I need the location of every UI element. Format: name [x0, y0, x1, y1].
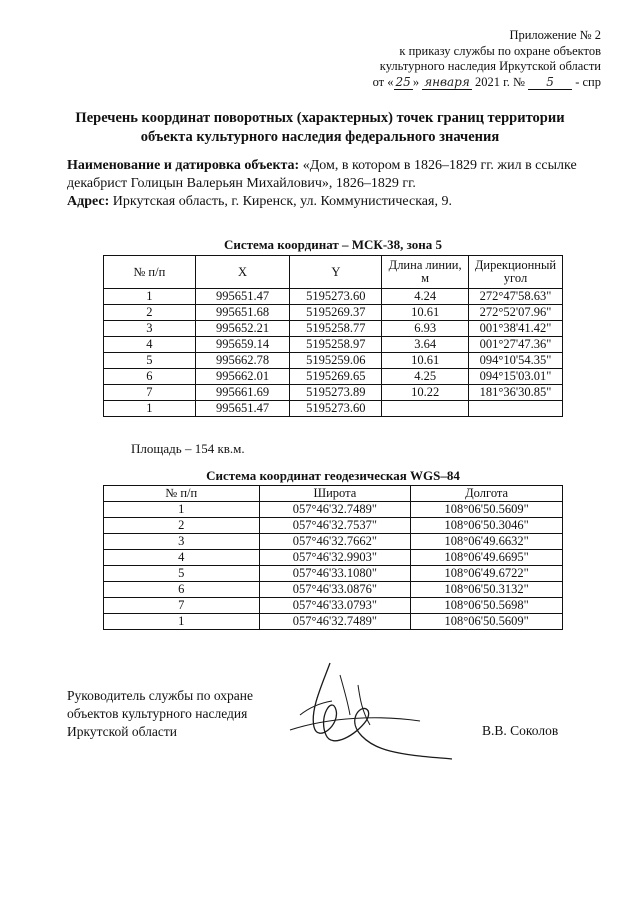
- msk-table-row: [104, 401, 563, 417]
- table-cell: 10.22: [382, 385, 469, 401]
- table-cell: 057°46'32.9903": [259, 550, 411, 566]
- table-cell: 4.24: [382, 289, 469, 305]
- wgs-table-row: [104, 502, 563, 518]
- wgs-table-row: [104, 518, 563, 534]
- table-cell: 057°46'32.7489": [259, 614, 411, 630]
- table-cell: 7: [104, 598, 260, 614]
- table-cell: 7: [104, 385, 196, 401]
- table-cell: 108°06'49.6632": [411, 534, 563, 550]
- signature-line-2: объектов культурного наследия: [67, 706, 248, 721]
- table-cell: 6.93: [382, 321, 469, 337]
- signer-name: В.В. Соколов: [482, 723, 559, 738]
- wgs-header-cell: Широта: [259, 486, 411, 502]
- msk-table-row: [104, 369, 563, 385]
- table-cell: 10.61: [382, 305, 469, 321]
- table-cell: 108°06'50.5609": [411, 614, 563, 630]
- table-cell: 5195258.77: [290, 321, 382, 337]
- table-cell: 108°06'50.3046": [411, 518, 563, 534]
- date-month-handwritten: января: [424, 74, 470, 89]
- msk-header-cell: Y: [290, 256, 382, 289]
- title-line-2: объекта культурного наследия федерального значения: [140, 129, 500, 145]
- object-address: [67, 193, 587, 211]
- object-name-label: Наименование и датировка объекта:: [67, 158, 300, 173]
- table-cell: 995651.47: [195, 289, 290, 305]
- table-cell: 1: [104, 401, 196, 417]
- msk-table-row: [104, 321, 563, 337]
- table-cell: 057°46'33.0876": [259, 582, 411, 598]
- wgs-table-row: [104, 614, 563, 630]
- table-cell: 5195259.06: [290, 353, 382, 369]
- date-prefix: от «: [372, 74, 394, 89]
- object-name: [67, 157, 587, 193]
- table-cell: 4: [104, 550, 260, 566]
- table-cell: 995661.69: [195, 385, 290, 401]
- table-cell: [469, 401, 563, 417]
- table-cell: 6: [104, 369, 196, 385]
- table-cell: 995651.47: [195, 401, 290, 417]
- table-cell: 995651.68: [195, 305, 290, 321]
- table-cell: 995662.78: [195, 353, 290, 369]
- date-day-handwritten: 25: [395, 74, 411, 89]
- table-cell: 2: [104, 305, 196, 321]
- table-cell: 5195273.60: [290, 289, 382, 305]
- table-cell: 995652.21: [195, 321, 290, 337]
- table-cell: 181°36'30.85": [469, 385, 563, 401]
- table-cell: 001°38'41.42": [469, 321, 563, 337]
- area-text: Площадь – 154 кв.м.: [131, 441, 245, 456]
- msk-table-row: [104, 385, 563, 401]
- msk-table-row: [104, 337, 563, 353]
- table-cell: 3.64: [382, 337, 469, 353]
- signature-line-3: Иркутской области: [67, 724, 178, 739]
- doc-suffix: - спр: [575, 74, 601, 89]
- table-cell: 1: [104, 289, 196, 305]
- table-cell: 057°46'33.1080": [259, 566, 411, 582]
- date-year: 2021 г. №: [474, 74, 525, 89]
- table-cell: 5195273.89: [290, 385, 382, 401]
- wgs-table-row: [104, 550, 563, 566]
- wgs-header-cell: Долгота: [411, 486, 563, 502]
- table-cell: 5: [104, 353, 196, 369]
- msk-header-cell: Дирекционный угол: [469, 256, 563, 289]
- table-cell: 2: [104, 518, 260, 534]
- appendix-line-3: культурного наследия Иркутской области: [379, 59, 601, 73]
- msk-coordinates-table: [103, 255, 563, 417]
- msk-caption: Система координат – МСК-38, зона 5: [223, 237, 443, 252]
- msk-header-cell: X: [195, 256, 290, 289]
- msk-header-cell: № п/п: [104, 256, 196, 289]
- table-cell: 3: [104, 534, 260, 550]
- document-title: [40, 109, 600, 147]
- table-cell: 10.61: [382, 353, 469, 369]
- wgs-table-row: [104, 582, 563, 598]
- wgs-header-row: [104, 486, 563, 502]
- signature-block: [67, 687, 253, 741]
- table-cell: 5195258.97: [290, 337, 382, 353]
- table-cell: 094°15'03.01": [469, 369, 563, 385]
- table-cell: 272°52'07.96": [469, 305, 563, 321]
- table-cell: 108°06'50.3132": [411, 582, 563, 598]
- appendix-header: [373, 28, 601, 90]
- table-cell: 995659.14: [195, 337, 290, 353]
- msk-table-row: [104, 289, 563, 305]
- table-cell: 995662.01: [195, 369, 290, 385]
- object-address-label: Адрес:: [67, 194, 110, 209]
- msk-table-row: [104, 305, 563, 321]
- table-cell: 057°46'32.7489": [259, 502, 411, 518]
- table-cell: 094°10'54.35": [469, 353, 563, 369]
- table-cell: 057°46'32.7662": [259, 534, 411, 550]
- table-cell: 108°06'49.6695": [411, 550, 563, 566]
- object-name-value: «Дом, в котором в 1826–1829 гг. жил в ссылке декабрист Голицын Валерьян Михайлович», 1826–1829 гг.: [67, 158, 577, 191]
- title-line-1: Перечень координат поворотных (характерных) точек границ территории: [75, 110, 565, 126]
- wgs-caption: Система координат геодезическая WGS–84: [206, 468, 460, 483]
- table-cell: 6: [104, 582, 260, 598]
- signature-line-1: Руководитель службы по охране: [67, 688, 254, 703]
- msk-header-row: [104, 256, 563, 289]
- table-cell: 5195269.37: [290, 305, 382, 321]
- handwritten-signature-icon: [270, 655, 460, 765]
- msk-table-row: [104, 353, 563, 369]
- table-cell: 108°06'50.5609": [411, 502, 563, 518]
- wgs-table-row: [104, 566, 563, 582]
- table-cell: 5195269.65: [290, 369, 382, 385]
- table-cell: [382, 401, 469, 417]
- table-cell: 057°46'33.0793": [259, 598, 411, 614]
- table-cell: 5195273.60: [290, 401, 382, 417]
- object-info: [67, 157, 587, 211]
- appendix-date-line: [373, 75, 601, 91]
- table-cell: 4.25: [382, 369, 469, 385]
- table-cell: 108°06'49.6722": [411, 566, 563, 582]
- object-address-value: Иркутская область, г. Киренск, ул. Коммунистическая, 9.: [112, 194, 452, 209]
- table-cell: 108°06'50.5698": [411, 598, 563, 614]
- table-cell: 4: [104, 337, 196, 353]
- table-cell: 057°46'32.7537": [259, 518, 411, 534]
- table-cell: 3: [104, 321, 196, 337]
- table-cell: 5: [104, 566, 260, 582]
- table-cell: 001°27'47.36": [469, 337, 563, 353]
- appendix-line-2: к приказу службы по охране объектов: [399, 43, 601, 58]
- table-cell: 272°47'58.63": [469, 289, 563, 305]
- wgs-table-row: [104, 534, 563, 550]
- msk-header-cell: Длина линии, м: [382, 256, 469, 289]
- table-cell: 1: [104, 502, 260, 518]
- wgs-coordinates-table: [103, 485, 563, 630]
- doc-number-handwritten: 5: [528, 76, 572, 90]
- appendix-line-1: Приложение № 2: [509, 28, 601, 42]
- wgs-table-row: [104, 598, 563, 614]
- date-mid: »: [412, 74, 420, 89]
- table-cell: 1: [104, 614, 260, 630]
- wgs-header-cell: № п/п: [104, 486, 260, 502]
